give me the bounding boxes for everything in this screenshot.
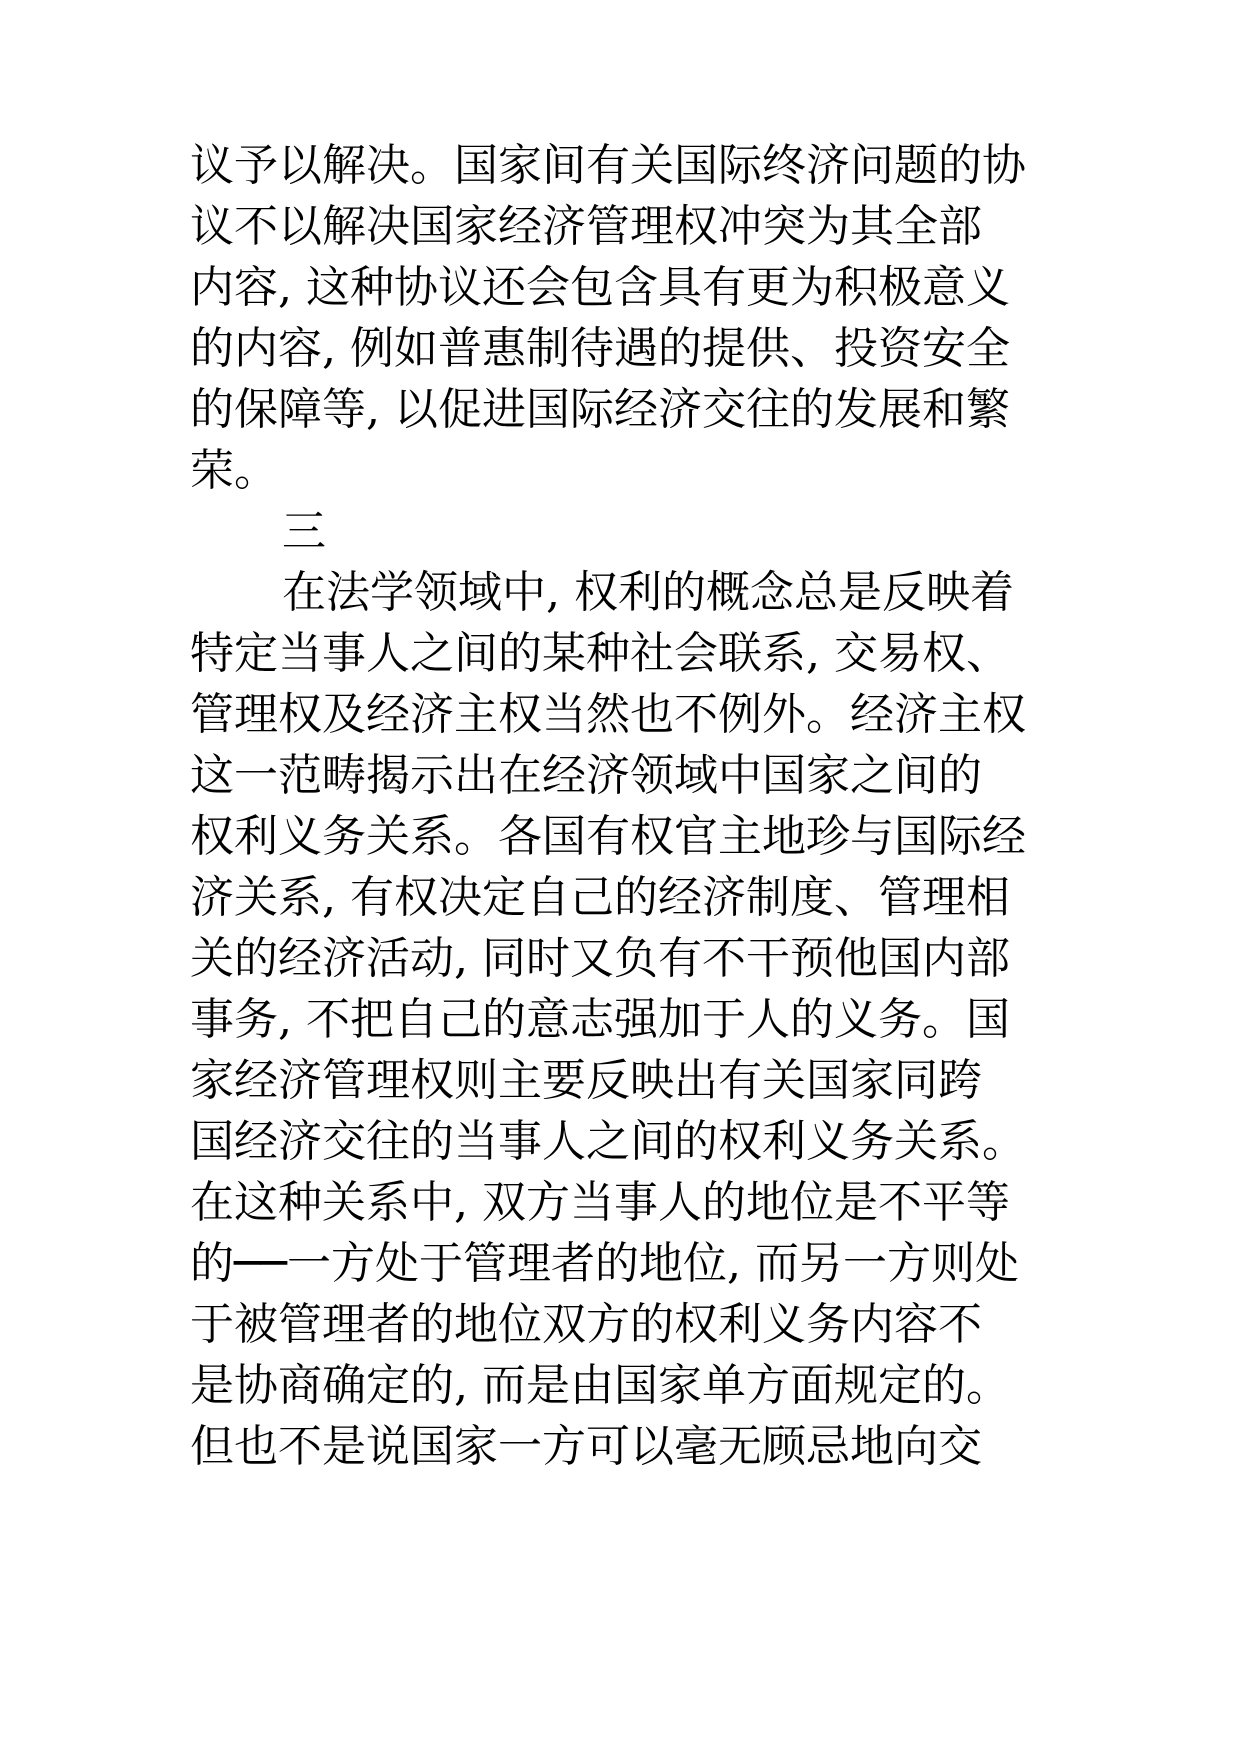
text-line: 事务, 不把自己的意志强加于人的义务。国 bbox=[190, 994, 1010, 1045]
text-line: 荣。 bbox=[190, 445, 278, 496]
text-line: 特定当事人之间的某种社会联系, 交易权、 bbox=[190, 628, 1010, 679]
text-line: 济关系, 有权决定自己的经济制度、管理相 bbox=[190, 872, 1010, 923]
text-line: 这一范畴揭示出在经济领域中国家之间的 bbox=[190, 750, 982, 801]
text-line: 家经济管理权则主要反映出有关国家同跨 bbox=[190, 1055, 982, 1106]
text-line: 内容, 这种协议还会包含具有更为积极意义 bbox=[190, 262, 1010, 313]
section-heading: 三 bbox=[282, 506, 326, 557]
text-line: 议予以解决。国家间有关国际终济问题的协 bbox=[190, 140, 1026, 191]
text-line: 国经济交往的当事人之间的权利义务关系。 bbox=[190, 1116, 1026, 1167]
text-line: 的保障等, 以促进国际经济交往的发展和繁 bbox=[190, 384, 1010, 435]
text-line: 是协商确定的, 而是由国家单方面规定的。 bbox=[190, 1360, 1010, 1411]
text-line: 在法学领域中, 权利的概念总是反映着 bbox=[282, 567, 1014, 618]
text-line: 但也不是说国家一方可以毫无顾忌地向交 bbox=[190, 1421, 982, 1472]
text-line: 在这种关系中, 双方当事人的地位是不平等 bbox=[190, 1177, 1010, 1228]
text-line: 于被管理者的地位双方的权利义务内容不 bbox=[190, 1299, 982, 1350]
text-line: 关的经济活动, 同时又负有不干预他国内部 bbox=[190, 933, 1010, 984]
text-line: 议不以解决国家经济管理权冲突为其全部 bbox=[190, 201, 982, 252]
text-line: 权利义务关系。各国有权官主地珍与国际经 bbox=[190, 811, 1026, 862]
text-line: 的──一方处于管理者的地位, 而另一方则处 bbox=[190, 1238, 1019, 1289]
text-line: 管理权及经济主权当然也不例外。经济主权 bbox=[190, 689, 1026, 740]
text-line: 的内容, 例如普惠制待遇的提供、投资安全 bbox=[190, 323, 1010, 374]
